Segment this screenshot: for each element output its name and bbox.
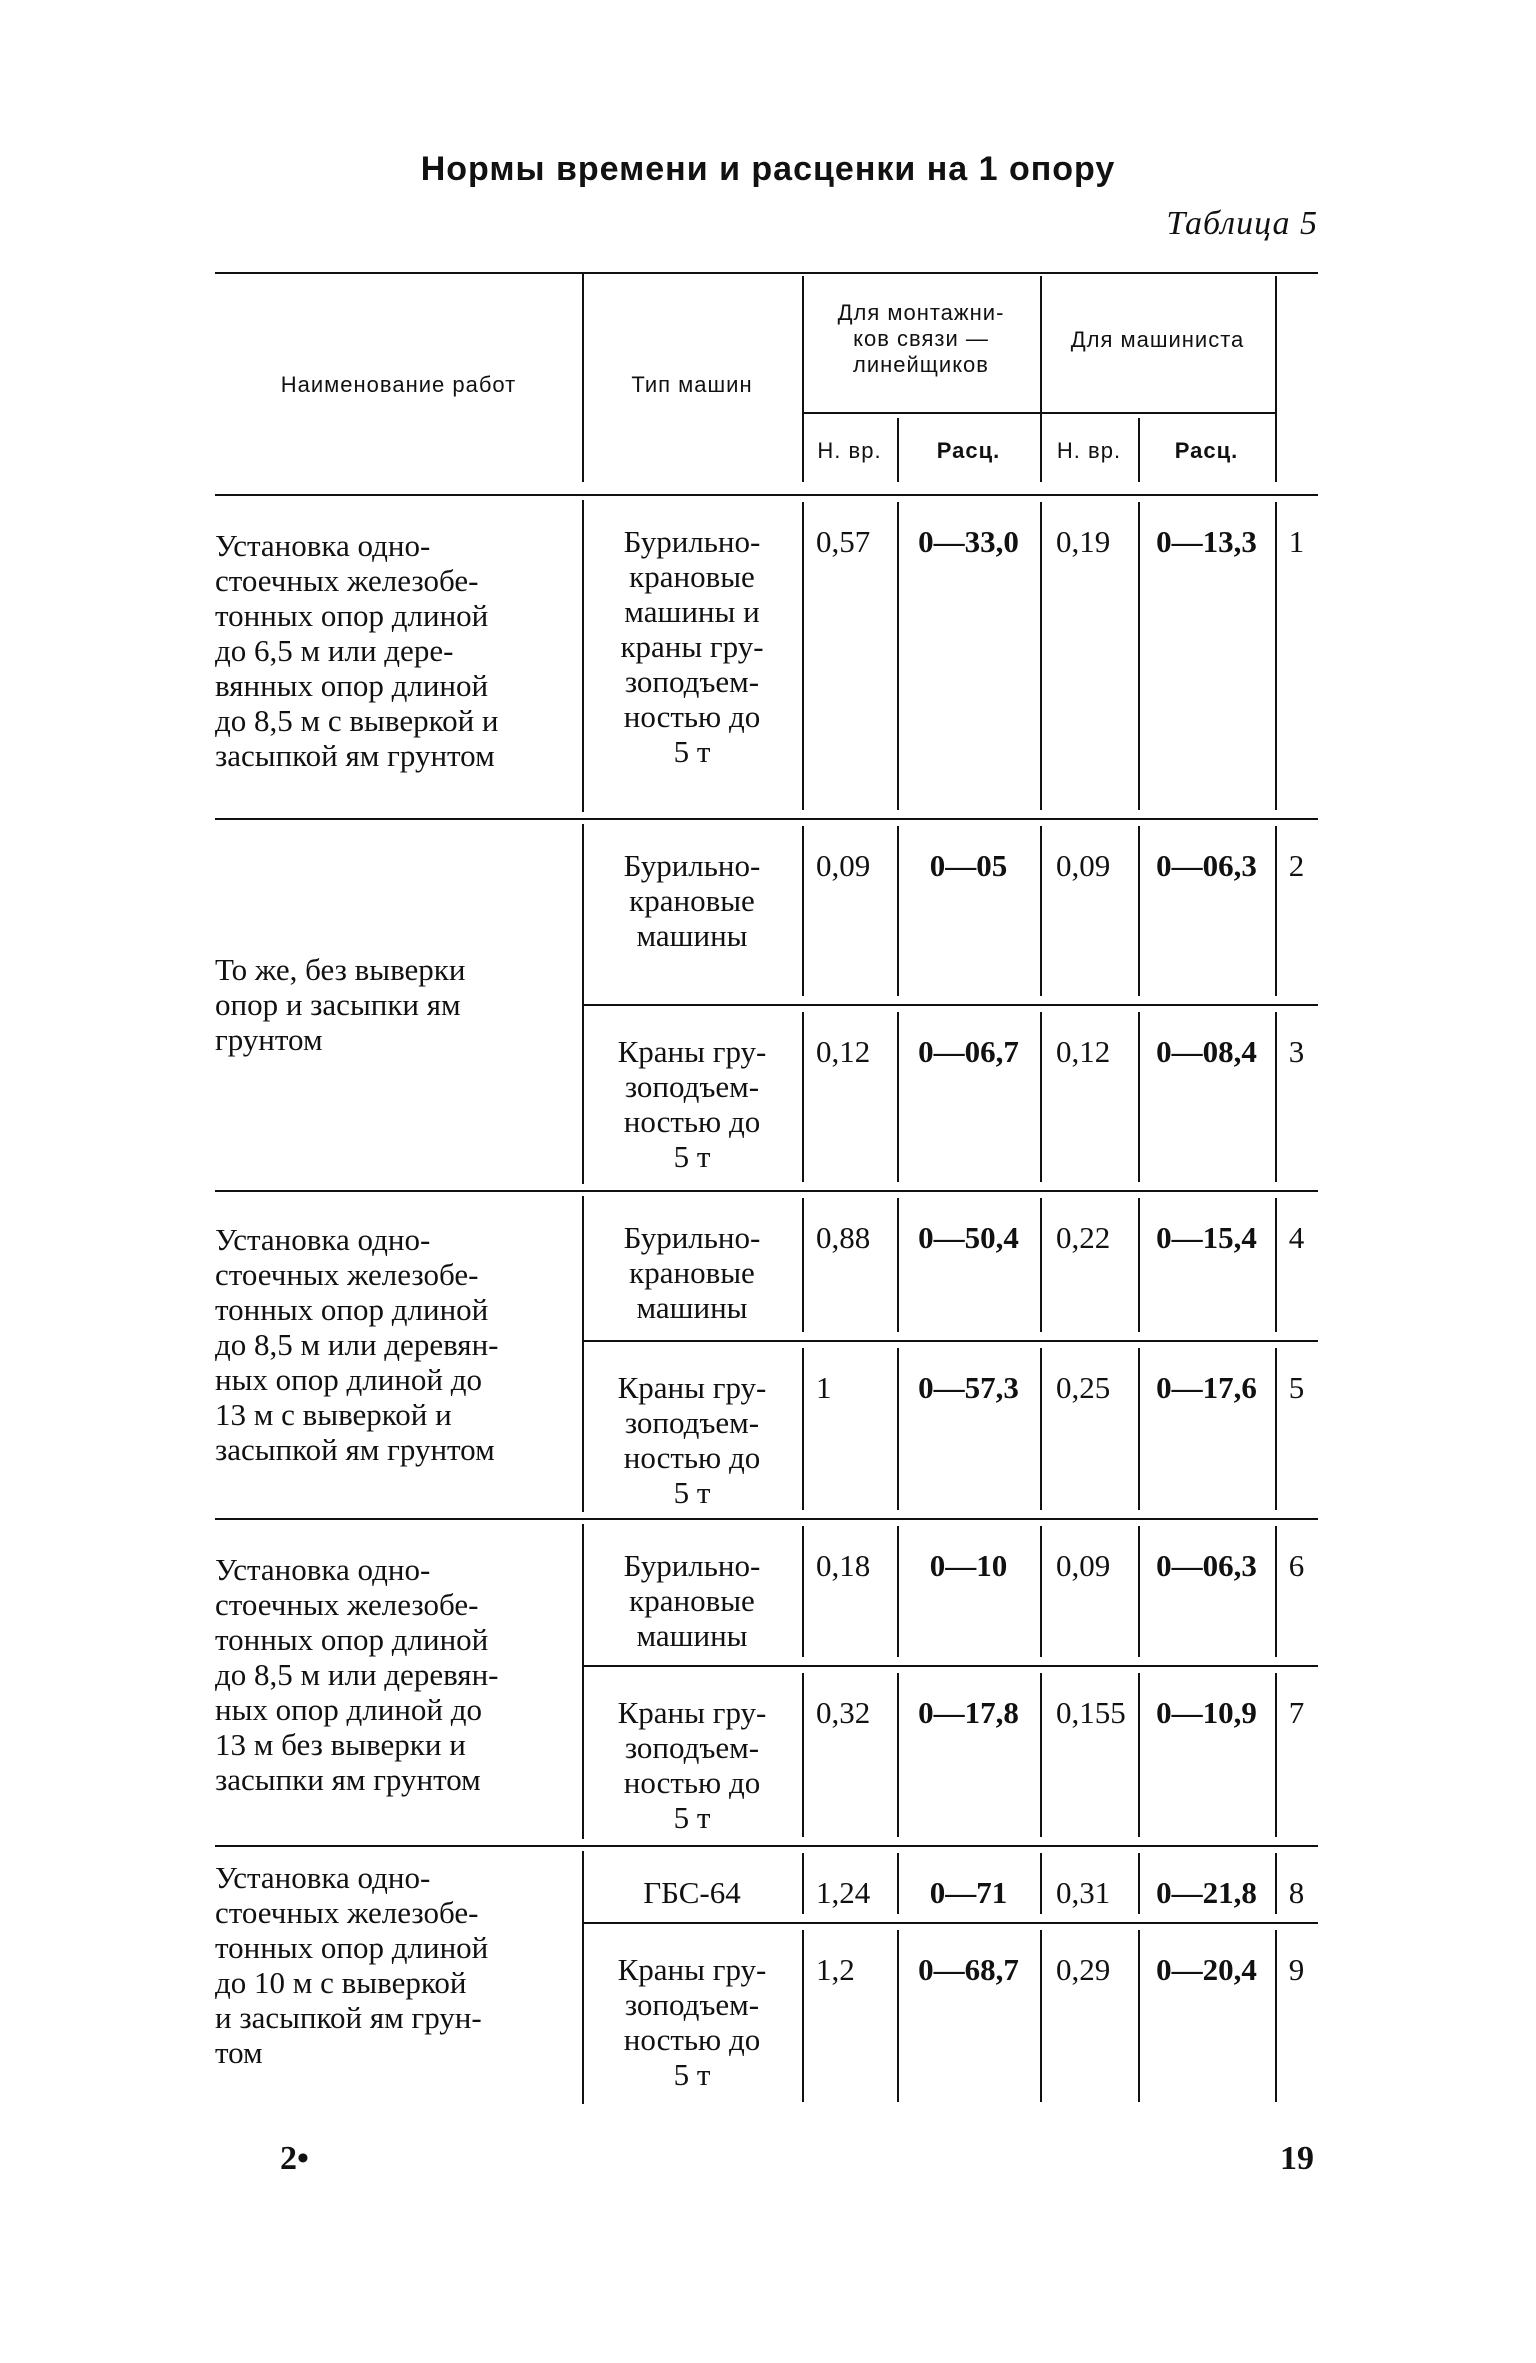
column-rule: [1040, 1348, 1042, 1510]
header-norm-installers: Н. вр.: [817, 438, 882, 463]
rate-machinist: 0—13,3: [1156, 524, 1257, 559]
rate-installers: 0—71: [929, 1875, 1008, 1910]
column-rule: [897, 1526, 899, 1657]
header-machinist: Для машиниста: [1070, 327, 1245, 352]
rate-machinist: 0—15,4: [1156, 1220, 1257, 1255]
rate-installers: 0—33,0: [918, 524, 1019, 559]
norm-time-installers: 0,09: [816, 848, 871, 883]
machine-type-line: крановые: [629, 1255, 755, 1290]
table-label: Таблица 5: [1166, 205, 1318, 242]
machine-type-line: краны гру-: [620, 629, 764, 664]
rate-installers: 0—17,8: [918, 1695, 1019, 1730]
machine-type-line: 5 т: [673, 734, 711, 769]
row-number: 4: [1288, 1220, 1305, 1255]
rate-installers: 0—05: [929, 848, 1008, 883]
work-description-line: ных опор длиной до: [215, 1692, 483, 1727]
header-subdivider-rule: [802, 412, 1275, 414]
header-bottom-rule: [215, 494, 1318, 496]
work-description-line: стоечных железобе-: [215, 563, 479, 598]
rate-machinist: 0—21,8: [1156, 1875, 1257, 1910]
row-number: 5: [1288, 1370, 1305, 1405]
table-top-rule: [215, 272, 1318, 274]
norm-time-installers: 1,2: [816, 1952, 855, 1987]
rate-machinist: 0—06,3: [1156, 848, 1257, 883]
column-rule: [802, 1198, 804, 1332]
work-description-line: Установка одно-: [215, 1552, 431, 1587]
column-rule: [1040, 1526, 1042, 1657]
header-machine-type: Тип машин: [631, 372, 753, 397]
machine-type-line: 5 т: [673, 1475, 711, 1510]
work-description-line: и засыпкой ям грун-: [215, 2000, 482, 2035]
column-rule: [1275, 1198, 1277, 1332]
work-description-line: грунтом: [215, 1022, 323, 1057]
work-description-line: Установка одно-: [215, 1222, 431, 1257]
work-description-line: до 10 м с выверкой: [215, 1965, 467, 2000]
work-description-line: до 8,5 м или деревян-: [215, 1657, 499, 1692]
rate-machinist: 0—20,4: [1156, 1952, 1257, 1987]
rate-installers: 0—50,4: [918, 1220, 1019, 1255]
machine-type-line: ностью до: [623, 699, 761, 734]
machine-type-line: крановые: [629, 559, 755, 594]
norm-time-installers: 0,88: [816, 1220, 871, 1255]
norm-time-installers: 0,57: [816, 524, 871, 559]
machine-type-line: ностью до: [623, 1104, 761, 1139]
column-rule: [1040, 1198, 1042, 1332]
machine-type-line: Краны гру-: [617, 1370, 767, 1405]
machine-type-line: Бурильно-: [623, 848, 761, 883]
column-rule: [802, 1930, 804, 2102]
machine-type-line: машины и: [624, 594, 760, 629]
rate-machinist: 0—06,3: [1156, 1548, 1257, 1583]
row-number: 7: [1288, 1695, 1305, 1730]
machine-type-line: машины: [636, 1290, 748, 1325]
machine-type-line: зоподъем-: [624, 664, 760, 699]
norm-time-installers: 1,24: [816, 1875, 871, 1910]
row-number: 8: [1288, 1875, 1305, 1910]
machine-type-line: зоподъем-: [624, 1987, 760, 2022]
machine-type-line: ГБС-64: [643, 1875, 741, 1910]
norm-time-machinist: 0,09: [1056, 1548, 1111, 1583]
group-rule: [215, 818, 1318, 820]
rate-machinist: 0—17,6: [1156, 1370, 1257, 1405]
work-description-line: тонных опор длиной: [215, 1622, 489, 1657]
norm-time-machinist: 0,12: [1056, 1034, 1111, 1069]
row-rule: [582, 1665, 1318, 1667]
rate-machinist: 0—08,4: [1156, 1034, 1257, 1069]
machine-type-line: 5 т: [673, 1800, 711, 1835]
work-description-line: стоечных железобе-: [215, 1257, 479, 1292]
row-number: 2: [1288, 848, 1305, 883]
work-description-line: до 8,5 м или деревян-: [215, 1327, 499, 1362]
work-description-line: То же, без выверки: [215, 952, 466, 987]
column-rule: [1040, 502, 1042, 810]
column-rule: [802, 1526, 804, 1657]
header-norm-machinist: Н. вр.: [1056, 438, 1122, 463]
header-rate-machinist: Расц.: [1174, 438, 1239, 463]
work-description-line: ных опор длиной до: [215, 1362, 483, 1397]
work-description-line: до 8,5 м с выверкой и: [215, 703, 499, 738]
work-description-line: до 6,5 м или дере-: [215, 633, 454, 668]
norm-time-installers: 1: [816, 1370, 832, 1405]
group-rule: [215, 1845, 1318, 1847]
machine-type-line: Краны гру-: [617, 1034, 767, 1069]
machine-type-line: ностью до: [623, 1440, 761, 1475]
row-number: 9: [1288, 1952, 1305, 1987]
machine-type-line: машины: [636, 1618, 748, 1653]
norm-time-machinist: 0,22: [1056, 1220, 1111, 1255]
rate-installers: 0—57,3: [918, 1370, 1019, 1405]
machine-type-line: Бурильно-: [623, 1220, 761, 1255]
norm-time-machinist: 0,155: [1056, 1695, 1126, 1730]
header-installers-line: Для монтажни-: [837, 300, 1005, 325]
row-number: 6: [1288, 1548, 1305, 1583]
work-description-line: 13 м с выверкой и: [215, 1397, 452, 1432]
column-rule: [1138, 1526, 1140, 1657]
machine-type-line: 5 т: [673, 2057, 711, 2092]
machine-type-line: ностью до: [623, 1765, 761, 1800]
row-number: 3: [1288, 1034, 1305, 1069]
header-installers-line: ков связи —: [853, 326, 989, 351]
machine-type-line: зоподъем-: [624, 1069, 760, 1104]
page-number: 19: [1280, 2140, 1314, 2177]
column-rule: [1275, 1526, 1277, 1657]
column-rule: [802, 502, 804, 810]
header-installers-line: линейщиков: [853, 352, 989, 377]
machine-type-line: зоподъем-: [624, 1730, 760, 1765]
norm-time-machinist: 0,25: [1056, 1370, 1111, 1405]
column-rule: [802, 1853, 804, 1914]
column-rule: [802, 826, 804, 996]
column-rule: [802, 1348, 804, 1510]
group-rule: [215, 1518, 1318, 1520]
machine-type-line: крановые: [629, 883, 755, 918]
work-description-line: Установка одно-: [215, 528, 431, 563]
work-description-line: засыпкой ям грунтом: [215, 738, 495, 773]
work-description-line: стоечных железобе-: [215, 1587, 479, 1622]
work-description-line: опор и засыпки ям: [215, 987, 461, 1022]
machine-type-line: крановые: [629, 1583, 755, 1618]
column-rule: [1275, 276, 1277, 482]
work-description-line: засыпки ям грунтом: [215, 1762, 481, 1797]
machine-type-line: Бурильно-: [623, 1548, 761, 1583]
group-rule: [215, 1190, 1318, 1192]
machine-type-line: зоподъем-: [624, 1405, 760, 1440]
column-rule: [802, 1012, 804, 1182]
column-rule: [1040, 1930, 1042, 2102]
machine-type-line: Краны гру-: [617, 1695, 767, 1730]
row-number: 1: [1288, 524, 1305, 559]
work-description-line: тонных опор длиной: [215, 1292, 489, 1327]
work-description-line: 13 м без выверки и: [215, 1727, 466, 1762]
column-rule: [1040, 1012, 1042, 1182]
machine-type-line: ностью до: [623, 2022, 761, 2057]
column-rule: [802, 1673, 804, 1837]
column-rule: [897, 1198, 899, 1332]
norm-time-machinist: 0,19: [1056, 524, 1111, 559]
rate-installers: 0—68,7: [918, 1952, 1019, 1987]
machine-type-line: Краны гру-: [617, 1952, 767, 1987]
work-description-line: засыпкой ям грунтом: [215, 1432, 495, 1467]
work-description-line: стоечных железобе-: [215, 1895, 479, 1930]
work-description-line: том: [215, 2035, 263, 2070]
machine-type-line: Бурильно-: [623, 524, 761, 559]
row-rule: [582, 1340, 1318, 1342]
work-description-line: тонных опор длиной: [215, 1930, 489, 1965]
rate-machinist: 0—10,9: [1156, 1695, 1257, 1730]
machine-type-line: 5 т: [673, 1139, 711, 1174]
row-rule: [582, 1922, 1318, 1924]
column-rule: [1138, 1198, 1140, 1332]
norm-time-machinist: 0,09: [1056, 848, 1111, 883]
signature-mark: 2•: [280, 2140, 309, 2177]
rate-installers: 0—10: [929, 1548, 1008, 1583]
work-description-line: вянных опор длиной: [215, 668, 489, 703]
norm-time-machinist: 0,31: [1056, 1875, 1111, 1910]
machine-type-line: машины: [636, 918, 748, 953]
header-work-name: Наименование работ: [280, 372, 517, 397]
norm-time-installers: 0,18: [816, 1548, 871, 1583]
work-description-line: тонных опор длиной: [215, 598, 489, 633]
row-rule: [582, 1004, 1318, 1006]
rate-installers: 0—06,7: [918, 1034, 1019, 1069]
norm-time-machinist: 0,29: [1056, 1952, 1111, 1987]
column-rule: [1040, 826, 1042, 996]
norm-time-installers: 0,12: [816, 1034, 871, 1069]
norm-time-installers: 0,32: [816, 1695, 871, 1730]
column-rule: [1040, 1673, 1042, 1837]
work-description-line: Установка одно-: [215, 1860, 431, 1895]
column-rule: [1040, 1853, 1042, 1914]
header-rate-installers: Расц.: [936, 438, 1001, 463]
page-title: Нормы времени и расценки на 1 опору: [420, 150, 1116, 188]
